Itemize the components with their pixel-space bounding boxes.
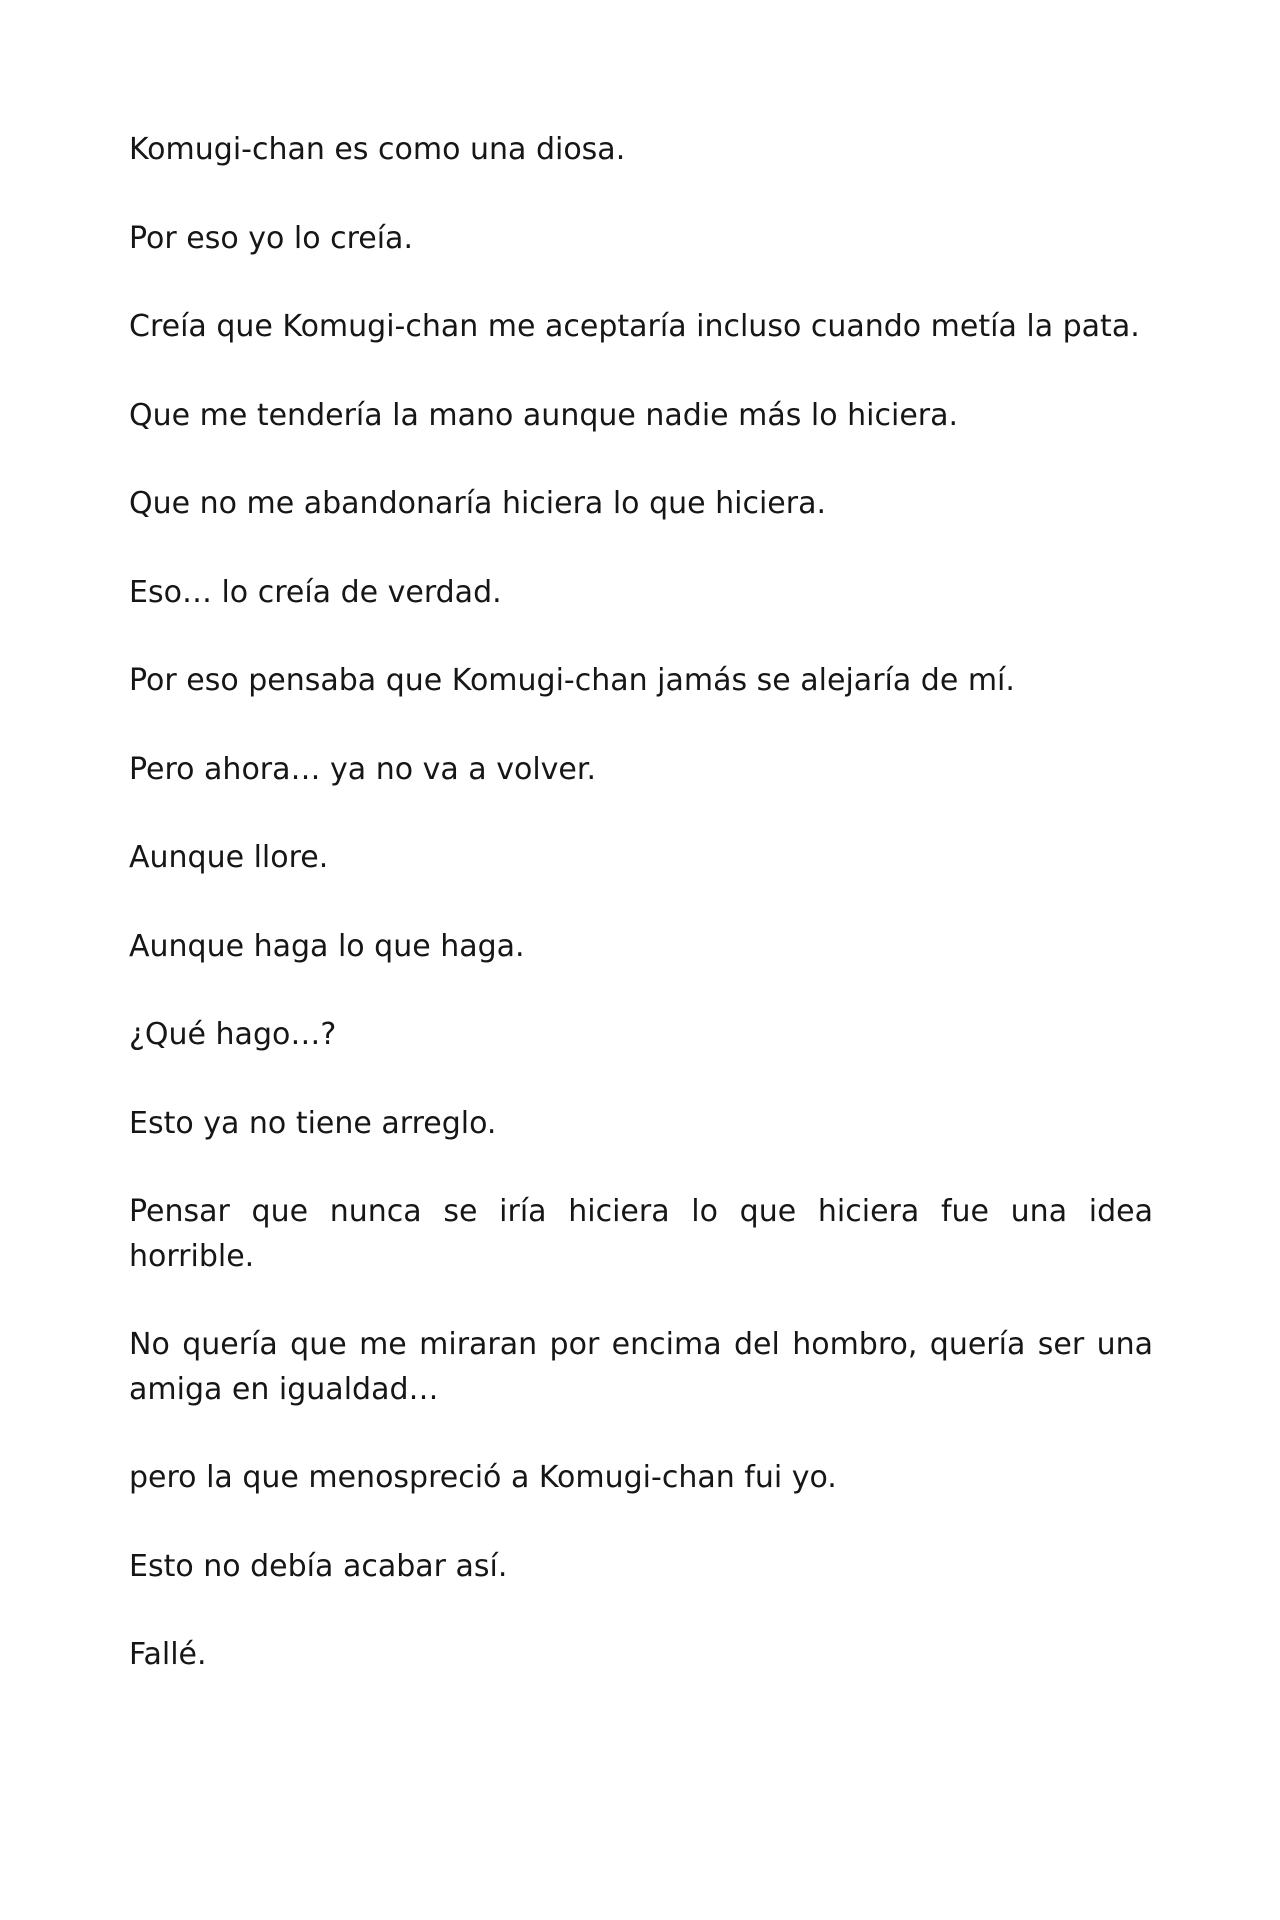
paragraph: Pero ahora… ya no va a volver. (129, 751, 596, 787)
paragraph: Pensar que nunca se iría hiciera lo que hiciera fue una idea horrible. (129, 1194, 1153, 1274)
paragraph: pero la que menospreció a Komugi-chan fui yo. (129, 1460, 837, 1495)
paragraph: Esto no debía acabar así. (129, 1548, 508, 1584)
paragraph: Esto ya no tiene arreglo. (129, 1105, 497, 1141)
paragraph: Eso… lo creía de verdad. (129, 574, 502, 610)
paragraph: ¿Qué hago…? (129, 1017, 337, 1052)
document-body (129, 128, 1153, 1722)
paragraph: Aunque haga lo que haga. (129, 928, 525, 964)
paragraph: Que no me abandonaría hiciera lo que hiciera. (129, 486, 827, 521)
paragraph: Komugi-chan es como una diosa. (129, 132, 626, 167)
paragraph: Por eso yo lo creía. (129, 220, 413, 256)
paragraph: Que me tendería la mano aunque nadie más lo hiciera. (129, 397, 959, 433)
paragraph: Por eso pensaba que Komugi-chan jamás se alejaría de mí. (129, 663, 1015, 698)
paragraph: Aunque llore. (129, 840, 329, 875)
paragraph: Fallé. (129, 1637, 207, 1672)
paragraph: No quería que me miraran por encima del hombro, quería ser una amiga en igualdad… (129, 1327, 1153, 1407)
paragraph: Creía que Komugi-chan me aceptaría incluso cuando metía la pata. (129, 309, 1140, 344)
